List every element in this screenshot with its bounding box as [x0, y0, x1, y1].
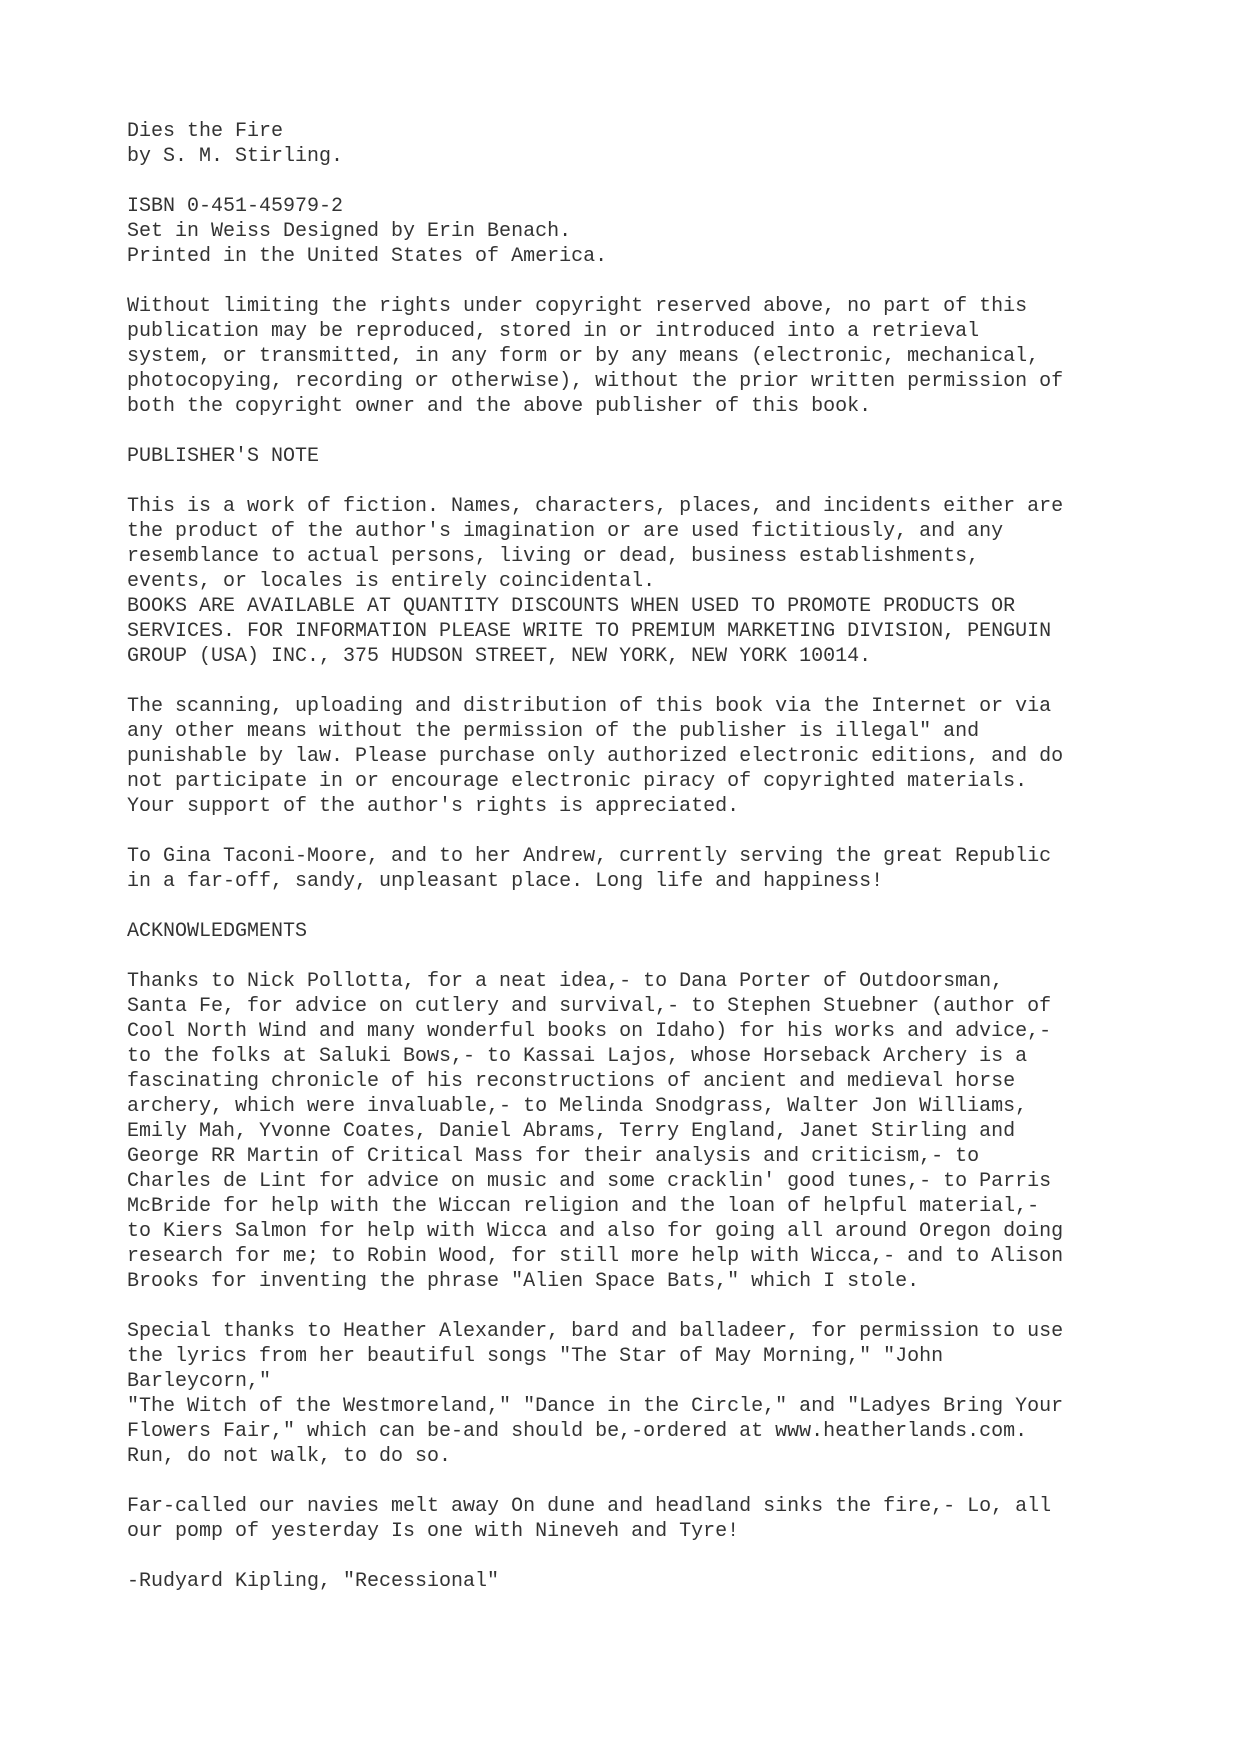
paragraph-line: Thanks to Nick Pollotta, for a neat idea,- to Dana Porter of Outdoorsman, — [127, 970, 1004, 993]
paragraph-line: Special thanks to Heather Alexander, bard and balladeer, for permission to use — [127, 1320, 1064, 1343]
paragraph-line: GROUP (USA) INC., 375 HUDSON STREET, NEW YORK, NEW YORK 10014. — [127, 645, 872, 668]
paragraph-line: the lyrics from her beautiful songs "The Star of May Morning," "John — [127, 1345, 944, 1368]
book-author: by S. M. Stirling. — [127, 145, 344, 168]
paragraph-line: To Gina Taconi-Moore, and to her Andrew, currently serving the great Republic — [127, 845, 1052, 868]
paragraph-line: "The Witch of the Westmoreland," "Dance in the Circle," and "Ladyes Bring Your — [127, 1395, 1064, 1418]
paragraph-line: our pomp of yesterday Is one with Nineveh and Tyre! — [127, 1520, 740, 1543]
paragraph-line: Charles de Lint for advice on music and some cracklin' good tunes,- to Parris — [127, 1170, 1052, 1193]
epigraph-attribution: -Rudyard Kipling, "Recessional" — [127, 1570, 500, 1593]
epigraph — [127, 1494, 1127, 1544]
publishers-note-heading: PUBLISHER'S NOTE — [127, 445, 320, 468]
paragraph-line: SERVICES. FOR INFORMATION PLEASE WRITE TO PREMIUM MARKETING DIVISION, PENGUIN — [127, 620, 1052, 643]
piracy-notice — [127, 694, 1127, 819]
paragraph-line: Without limiting the rights under copyright reserved above, no part of this — [127, 295, 1028, 318]
paragraph-line: punishable by law. Please purchase only authorized electronic editions, and do — [127, 745, 1064, 768]
dedication — [127, 844, 1127, 894]
paragraph-line: in a far-off, sandy, unpleasant place. Long life and happiness! — [127, 870, 884, 893]
paragraph-line: Cool North Wind and many wonderful books on Idaho) for his works and advice,- — [127, 1020, 1052, 1043]
paragraph-line: events, or locales is entirely coincidental. — [127, 570, 656, 593]
special-thanks — [127, 1319, 1127, 1469]
document-page — [127, 119, 1127, 1594]
paragraph-line: photocopying, recording or otherwise), without the prior written permission of — [127, 370, 1064, 393]
paragraph-line: archery, which were invaluable,- to Melinda Snodgrass, Walter Jon Williams, — [127, 1095, 1028, 1118]
book-title: Dies the Fire — [127, 120, 284, 143]
paragraph-line: Emily Mah, Yvonne Coates, Daniel Abrams, Terry England, Janet Stirling and — [127, 1120, 1016, 1143]
paragraph-line: BOOKS ARE AVAILABLE AT QUANTITY DISCOUNTS WHEN USED TO PROMOTE PRODUCTS OR — [127, 595, 1016, 618]
paragraph-line: publication may be reproduced, stored in or introduced into a retrieval — [127, 320, 980, 343]
paragraph-line: Run, do not walk, to do so. — [127, 1445, 452, 1468]
acknowledgments — [127, 969, 1127, 1294]
paragraph-line: research for me; to Robin Wood, for still more help with Wicca,- and to Alison — [127, 1245, 1064, 1268]
typeset-credit: Set in Weiss Designed by Erin Benach. — [127, 220, 572, 243]
paragraph-line: Barleycorn," — [127, 1370, 272, 1393]
isbn: ISBN 0-451-45979-2 — [127, 195, 344, 218]
paragraph-line: This is a work of fiction. Names, characters, places, and incidents either are — [127, 495, 1064, 518]
fiction-notice — [127, 494, 1127, 669]
paragraph-line: Your support of the author's rights is appreciated. — [127, 795, 740, 818]
paragraph-line: not participate in or encourage electronic piracy of copyrighted materials. — [127, 770, 1028, 793]
copyright-notice — [127, 294, 1127, 419]
printed-location: Printed in the United States of America. — [127, 245, 608, 268]
paragraph-line: system, or transmitted, in any form or by any means (electronic, mechanical, — [127, 345, 1040, 368]
paragraph-line: McBride for help with the Wiccan religion and the loan of helpful material,- — [127, 1195, 1040, 1218]
paragraph-line: Far-called our navies melt away On dune and headland sinks the fire,- Lo, all — [127, 1495, 1052, 1518]
paragraph-line: fascinating chronicle of his reconstructions of ancient and medieval horse — [127, 1070, 1016, 1093]
paragraph-line: Santa Fe, for advice on cutlery and survival,- to Stephen Stuebner (author of — [127, 995, 1052, 1018]
paragraph-line: George RR Martin of Critical Mass for their analysis and criticism,- to — [127, 1145, 980, 1168]
publication-block — [127, 194, 1127, 269]
paragraph-line: both the copyright owner and the above publisher of this book. — [127, 395, 872, 418]
paragraph-line: Flowers Fair," which can be-and should be,-ordered at www.heatherlands.com. — [127, 1420, 1028, 1443]
paragraph-line: Brooks for inventing the phrase "Alien Space Bats," which I stole. — [127, 1270, 920, 1293]
paragraph-line: resemblance to actual persons, living or dead, business establishments, — [127, 545, 980, 568]
paragraph-line: The scanning, uploading and distribution of this book via the Internet or via — [127, 695, 1052, 718]
paragraph-line: any other means without the permission of the publisher is illegal" and — [127, 720, 980, 743]
title-block — [127, 119, 1127, 169]
paragraph-line: to the folks at Saluki Bows,- to Kassai Lajos, whose Horseback Archery is a — [127, 1045, 1028, 1068]
paragraph-line: the product of the author's imagination or are used fictitiously, and any — [127, 520, 1004, 543]
acknowledgments-heading: ACKNOWLEDGMENTS — [127, 920, 308, 943]
paragraph-line: to Kiers Salmon for help with Wicca and also for going all around Oregon doing — [127, 1220, 1064, 1243]
